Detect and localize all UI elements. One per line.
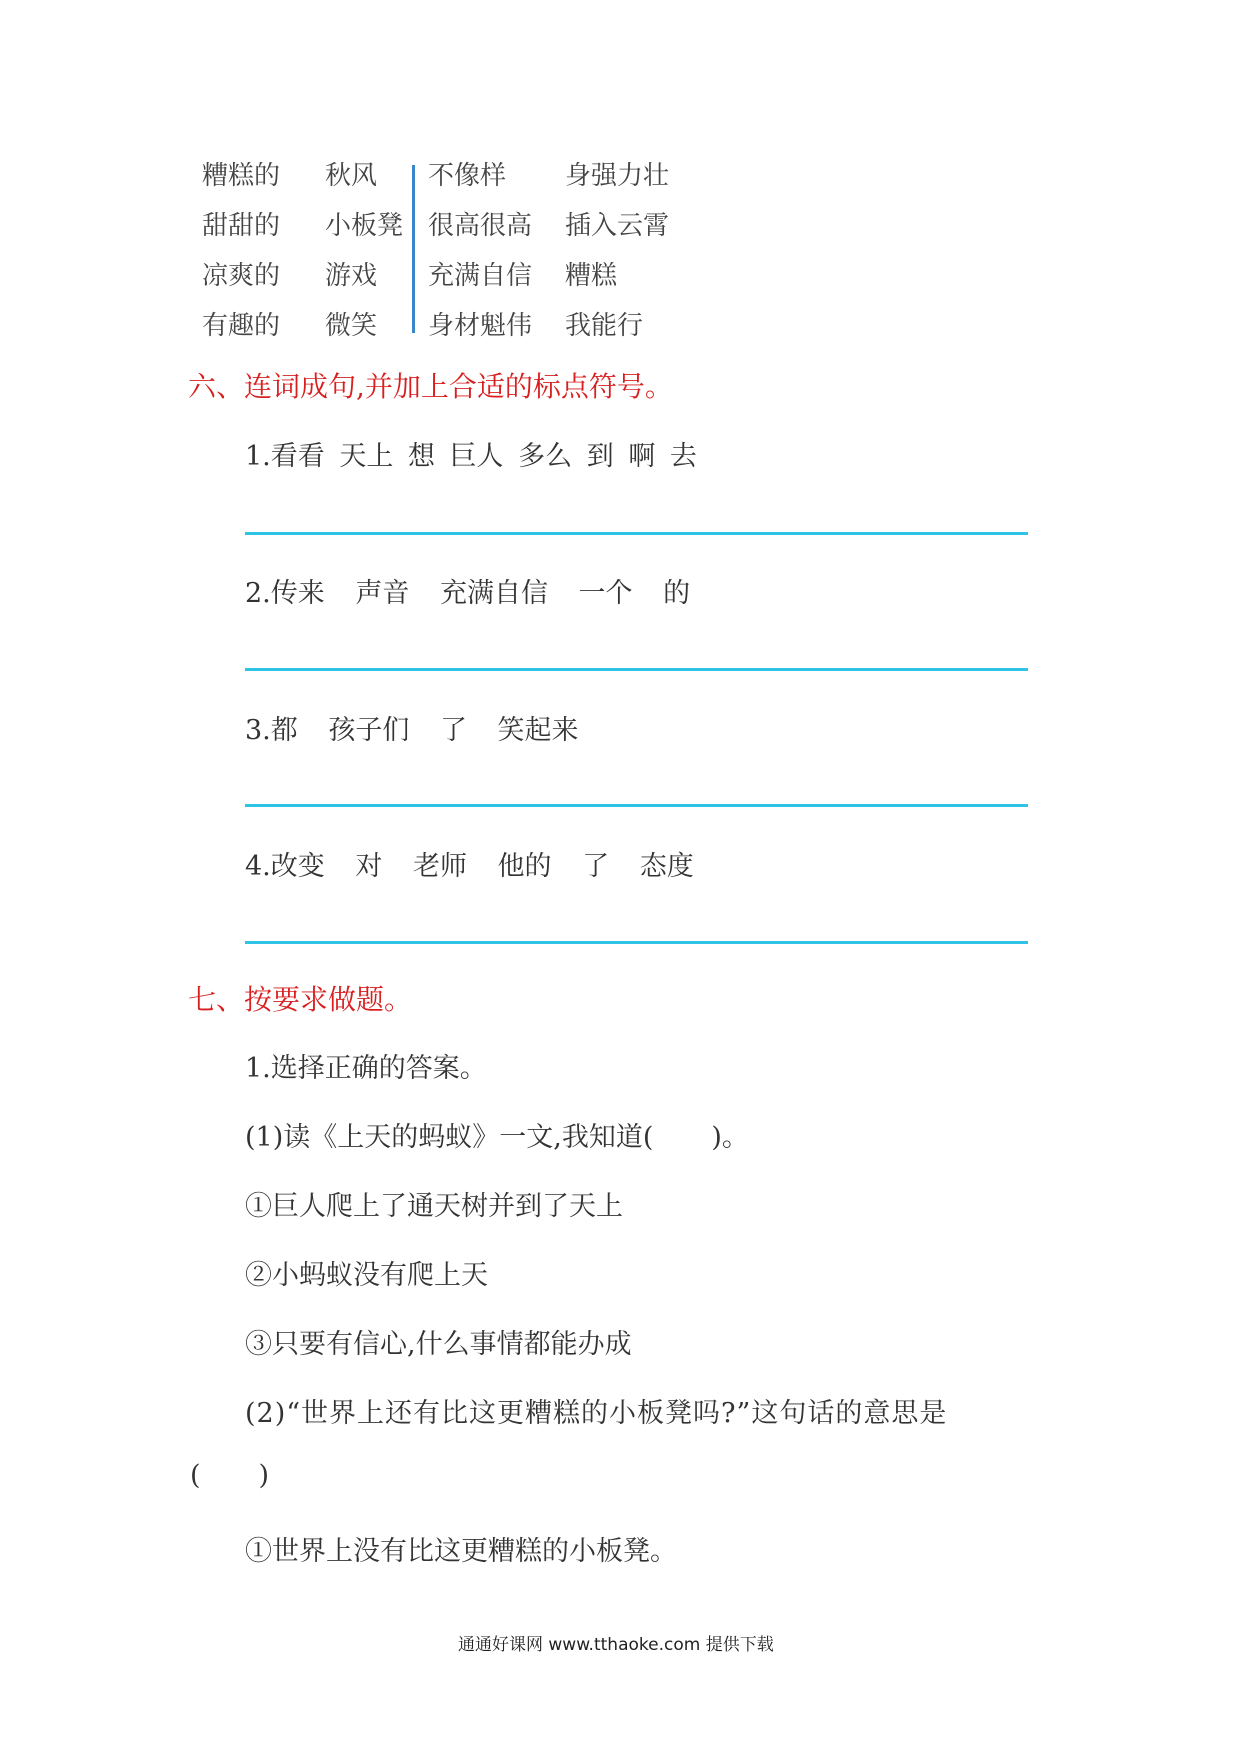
right-col1-word: 不像样 [428, 161, 507, 191]
left-col2-word: 小板凳 [325, 211, 404, 241]
question-number: 2. [245, 578, 271, 609]
left-col2-word: 游戏 [325, 261, 378, 291]
word: 一个 [578, 578, 633, 609]
word: 了 [582, 851, 610, 882]
word: 充满自信 [439, 578, 548, 609]
s7-q1-2: (2)“世界上还有比这更糟糕的小板凳吗?”这句话的意思是 [245, 1398, 948, 1429]
word: 他的 [497, 851, 552, 882]
left-col1-word: 有趣的 [202, 311, 281, 341]
left-col1-word: 甜甜的 [202, 211, 281, 241]
paren-close: ) [258, 1460, 270, 1491]
word: 笑起来 [497, 715, 579, 746]
question-number: 1. [245, 441, 271, 472]
left-col1-word: 糟糕的 [202, 161, 281, 191]
right-col1-word: 身材魁伟 [428, 311, 533, 341]
option: ②小蚂蚁没有爬上天 [245, 1260, 488, 1291]
answer-line-4[interactable] [245, 941, 1028, 944]
option: ①世界上没有比这更糟糕的小板凳。 [245, 1536, 677, 1567]
answer-line-2[interactable] [245, 668, 1028, 671]
word: 传来 [270, 578, 325, 609]
word: 看看 [270, 441, 325, 472]
word: 的 [663, 578, 691, 609]
right-col1-word: 充满自信 [428, 261, 533, 291]
question-text-end: )。 [711, 1122, 749, 1153]
s6-question-4 [245, 844, 694, 883]
s7-q1-2-blank [190, 1460, 269, 1491]
section7-title: 七、按要求做题。 [188, 983, 413, 1016]
word: 天上 [339, 441, 394, 472]
s7-q1-1 [245, 1115, 749, 1154]
table-divider [412, 165, 415, 333]
right-col2-word: 糟糕 [565, 261, 618, 291]
left-col1-word: 凉爽的 [202, 261, 281, 291]
word: 想 [407, 441, 435, 472]
word: 多么 [518, 441, 573, 472]
question-number: 3. [245, 715, 271, 746]
word: 都 [270, 715, 298, 746]
answer-line-1[interactable] [245, 532, 1028, 535]
option: ③只要有信心,什么事情都能办成 [245, 1329, 632, 1360]
question-number: 4. [245, 851, 271, 882]
word: 对 [355, 851, 383, 882]
footer-text: 通通好课网 www.tthaoke.com 提供下载 [458, 1635, 774, 1655]
section6-title: 六、连词成句,并加上合适的标点符号。 [188, 370, 673, 403]
answer-line-3[interactable] [245, 804, 1028, 807]
left-col2-word: 微笑 [325, 311, 378, 341]
question-text: (1)读《上天的蚂蚁》一文,我知道( [245, 1122, 654, 1153]
word: 到 [586, 441, 614, 472]
right-col2-word: 插入云霄 [565, 211, 670, 241]
word: 去 [669, 441, 697, 472]
right-col2-word: 我能行 [565, 311, 644, 341]
word: 改变 [270, 851, 325, 882]
left-col2-word: 秋风 [325, 161, 378, 191]
word: 态度 [639, 851, 694, 882]
word: 了 [439, 715, 467, 746]
s6-question-1 [245, 434, 697, 473]
word: 啊 [628, 441, 656, 472]
word: 巨人 [449, 441, 504, 472]
s6-question-2 [245, 571, 690, 610]
right-col1-word: 很高很高 [428, 211, 533, 241]
option: ①巨人爬上了通天树并到了天上 [245, 1191, 623, 1222]
s7-q1-title: 1.选择正确的答案。 [245, 1053, 487, 1084]
right-col2-word: 身强力壮 [565, 161, 670, 191]
paren-open: ( [190, 1460, 201, 1491]
s6-question-3 [245, 708, 579, 747]
word: 孩子们 [328, 715, 410, 746]
word: 老师 [412, 851, 467, 882]
word: 声音 [355, 578, 410, 609]
